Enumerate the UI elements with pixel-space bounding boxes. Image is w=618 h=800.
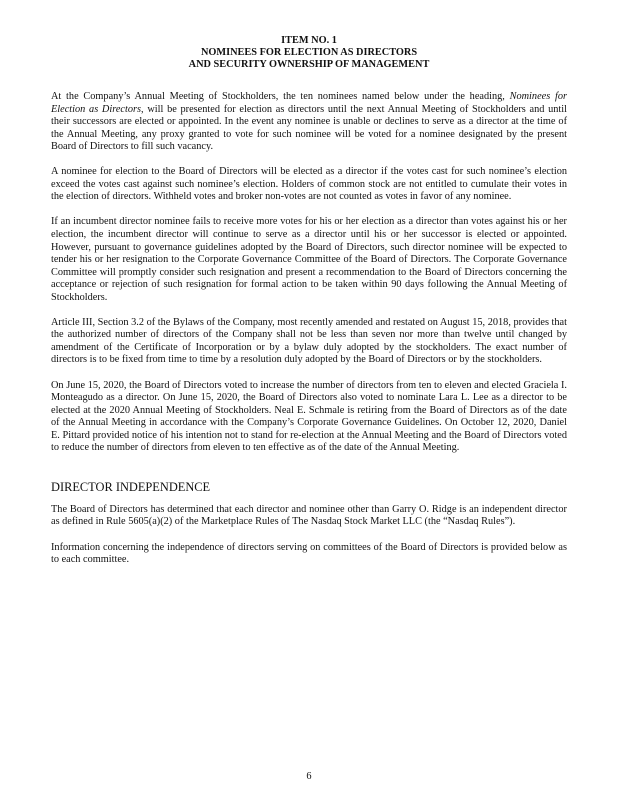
section-title [51, 35, 567, 71]
title-line-2: NOMINEES FOR ELECTION AS DIRECTORS [200, 47, 418, 58]
paragraph-board-changes: On June 15, 2020, the Board of Directors voted to increase the number of directors from ten to eleven and elected Graciela I. Monteagudo as a director. On June 15, 2020, the Board of Directors also voted to nominate Lara L. Lee as a director to be elected at the 2020 Annual Meeting of Stockholders. Neal E. Schmale is retiring from the Board of Directors as of the date of the Annual Meeting in accordance with the Company’s Corporate Governance Guidelines. On October 12, 2020, Daniel E. Pittard provided notice of his intention not to stand for re-election at the Annual Meeting and the Board of Directors voted to reduce the number of directors from eleven to ten effective as of the date of the Annual Meeting. [51, 379, 567, 454]
document-page [51, 35, 567, 579]
text: At the Company’s Annual Meeting of Stockholders, the ten nominees named below under the heading, [51, 91, 510, 102]
title-line-1: ITEM NO. 1 [281, 35, 337, 46]
paragraph-bylaws: Article III, Section 3.2 of the Bylaws of the Company, most recently amended and restated on August 15, 2018, provides that the authorized number of directors of the Company shall not be less than seven nor more than twelve until changed by amendment of the Certificate of Incorporation or by a bylaw duly adopted by the stockholders. The exact number of directors is to be fixed from time to time by a resolution duly adopted by the Board of Directors or by the stockholders. [51, 316, 567, 366]
paragraph-election-votes: A nominee for election to the Board of Directors will be elected as a director if the votes cast for such nominee’s election exceed the votes cast against such nominee’s election. Holders of common stock are not entitled to cumulate their votes in the election of directors. Withheld votes and broker non-votes are not counted as votes in favor of any nominee. [51, 166, 567, 203]
director-independence-heading: DIRECTOR INDEPENDENCE [51, 479, 211, 494]
paragraph-independence: The Board of Directors has determined that each director and nominee other than Garry O. Ridge is an independent director as defined in Rule 5605(a)(2) of the Marketplace Rules of The Nasdaq Stock Market LLC (the “Nasdaq Rules”). [51, 503, 567, 528]
paragraph-nominees [51, 91, 567, 154]
page-number: 6 [306, 771, 312, 782]
paragraph-committees: Information concerning the independence of directors serving on committees of the Board of Directors is provided below as to each committee. [51, 541, 567, 566]
text: , will be presented for election as directors until the next Annual Meeting of Stockholders and until their successors are elected or appointed. In the event any nominee is unable or declines to serve as a director at the time of the Annual Meeting, any proxy granted to vote for such nominee will be voted for a nominee designated by the present Board of Directors to fill such vacancy. [51, 103, 567, 153]
paragraph-incumbent: If an incumbent director nominee fails to receive more votes for his or her election as a director than votes against his or her election, the incumbent director will continue to serve as a director until his or her successor is elected or appointed. However, pursuant to governance guidelines adopted by the Board of Directors, such director nominee will be expected to tender his or her resignation to the Corporate Governance Committee of the Board of Directors. The Corporate Governance Committee will promptly consider such resignation and present a recommendation to the Board of Directors concerning the acceptance or rejection of such resignation for formal action to be taken within 90 days following the Annual Meeting of Stockholders. [51, 216, 567, 303]
italic-heading-reference: Nominees for Election as Directors [51, 91, 567, 115]
title-line-3: AND SECURITY OWNERSHIP OF MANAGEMENT [188, 59, 430, 70]
